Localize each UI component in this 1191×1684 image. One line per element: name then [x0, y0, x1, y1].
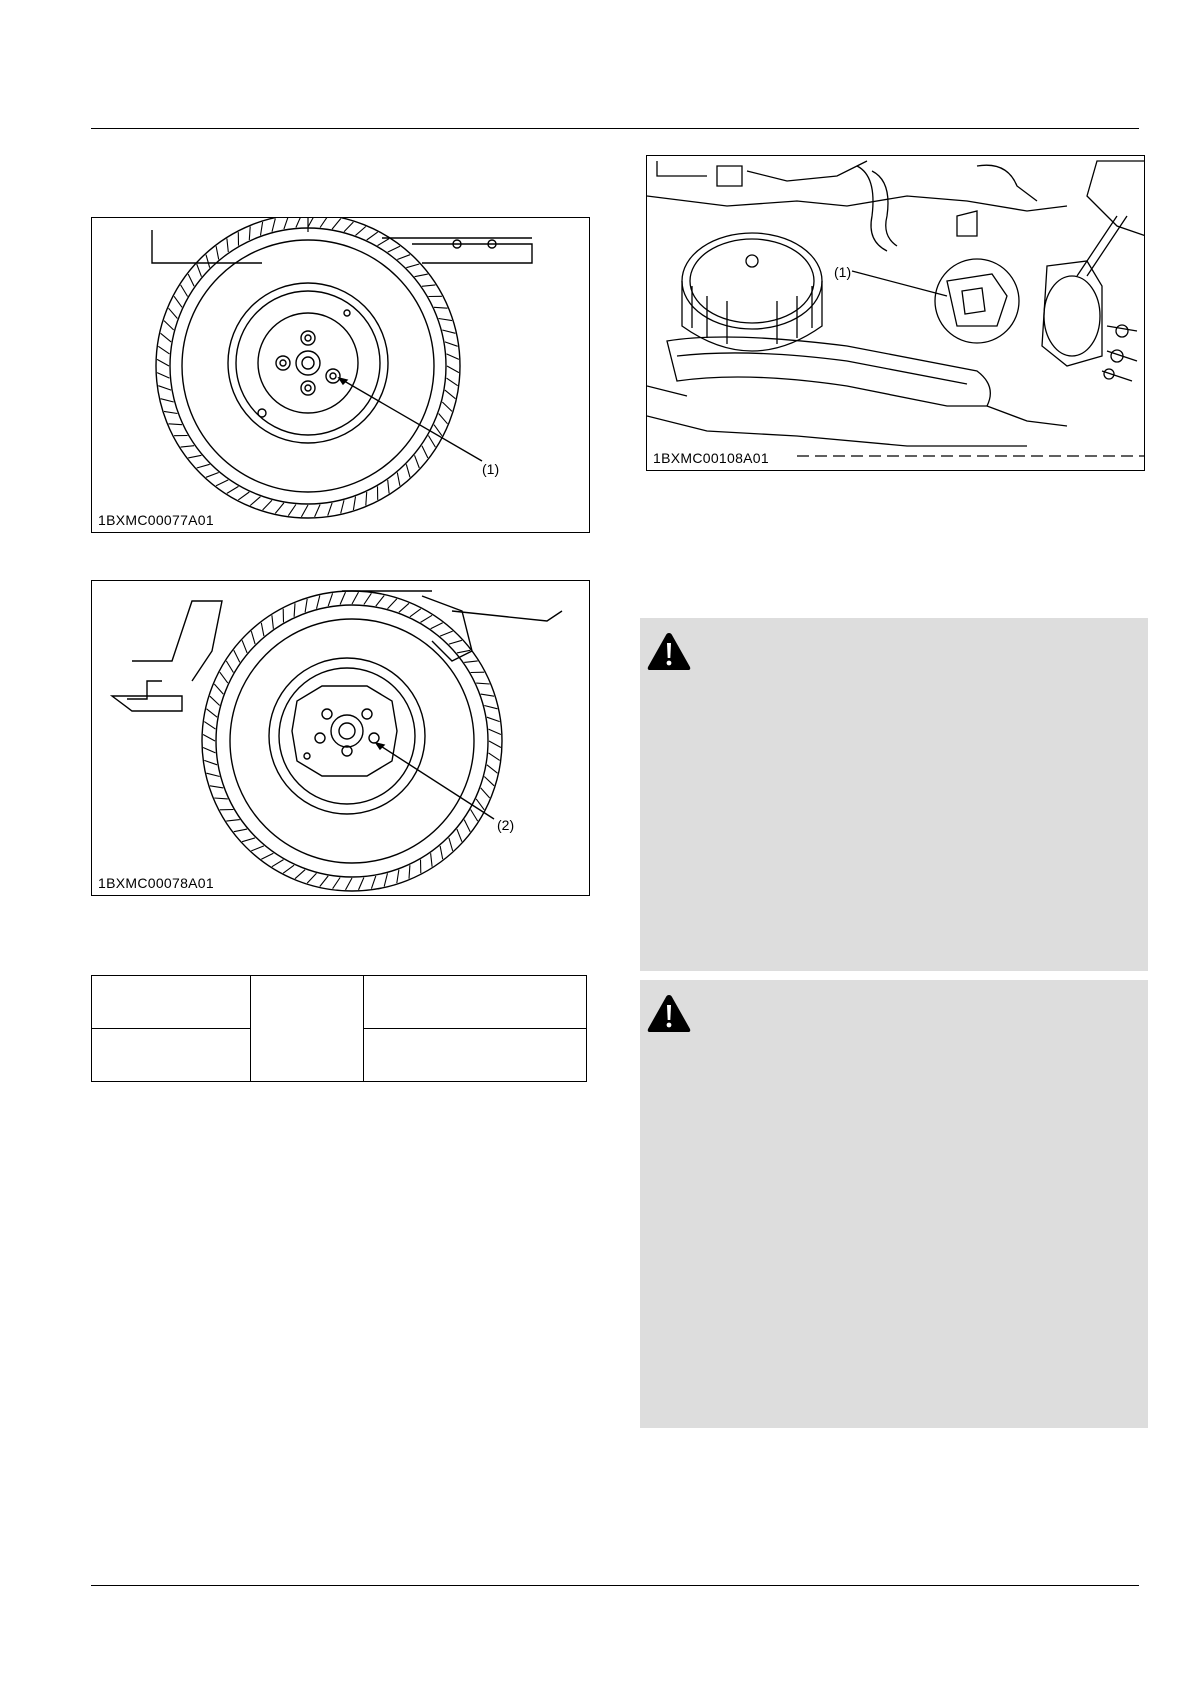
table-cell [92, 1029, 251, 1082]
warning-box [640, 980, 1148, 1428]
table-cell [92, 976, 251, 1029]
front-wheel-illustration [92, 218, 590, 533]
figure-callout-2: (2) [497, 817, 515, 833]
figure-rear-wheel [91, 580, 590, 896]
brake-area-illustration [647, 156, 1145, 471]
table-cell [364, 1029, 587, 1082]
header-rule [91, 128, 1139, 129]
warning-triangle-icon [646, 992, 692, 1034]
figure-callout-3: (1) [834, 264, 852, 280]
rear-wheel-illustration [92, 581, 590, 896]
specification-table [91, 975, 587, 1082]
figure-brake-area [646, 155, 1145, 471]
warning-box [640, 618, 1148, 971]
figure-id: 1BXMC00077A01 [98, 512, 218, 528]
figure-callout-1: (1) [482, 461, 500, 477]
figure-id: 1BXMC00108A01 [653, 450, 773, 466]
warning-triangle-icon [646, 630, 692, 672]
footer-rule [91, 1585, 1139, 1586]
table-cell [251, 976, 364, 1082]
table-cell [364, 976, 587, 1029]
figure-front-wheel [91, 217, 590, 533]
figure-id: 1BXMC00078A01 [98, 875, 218, 891]
